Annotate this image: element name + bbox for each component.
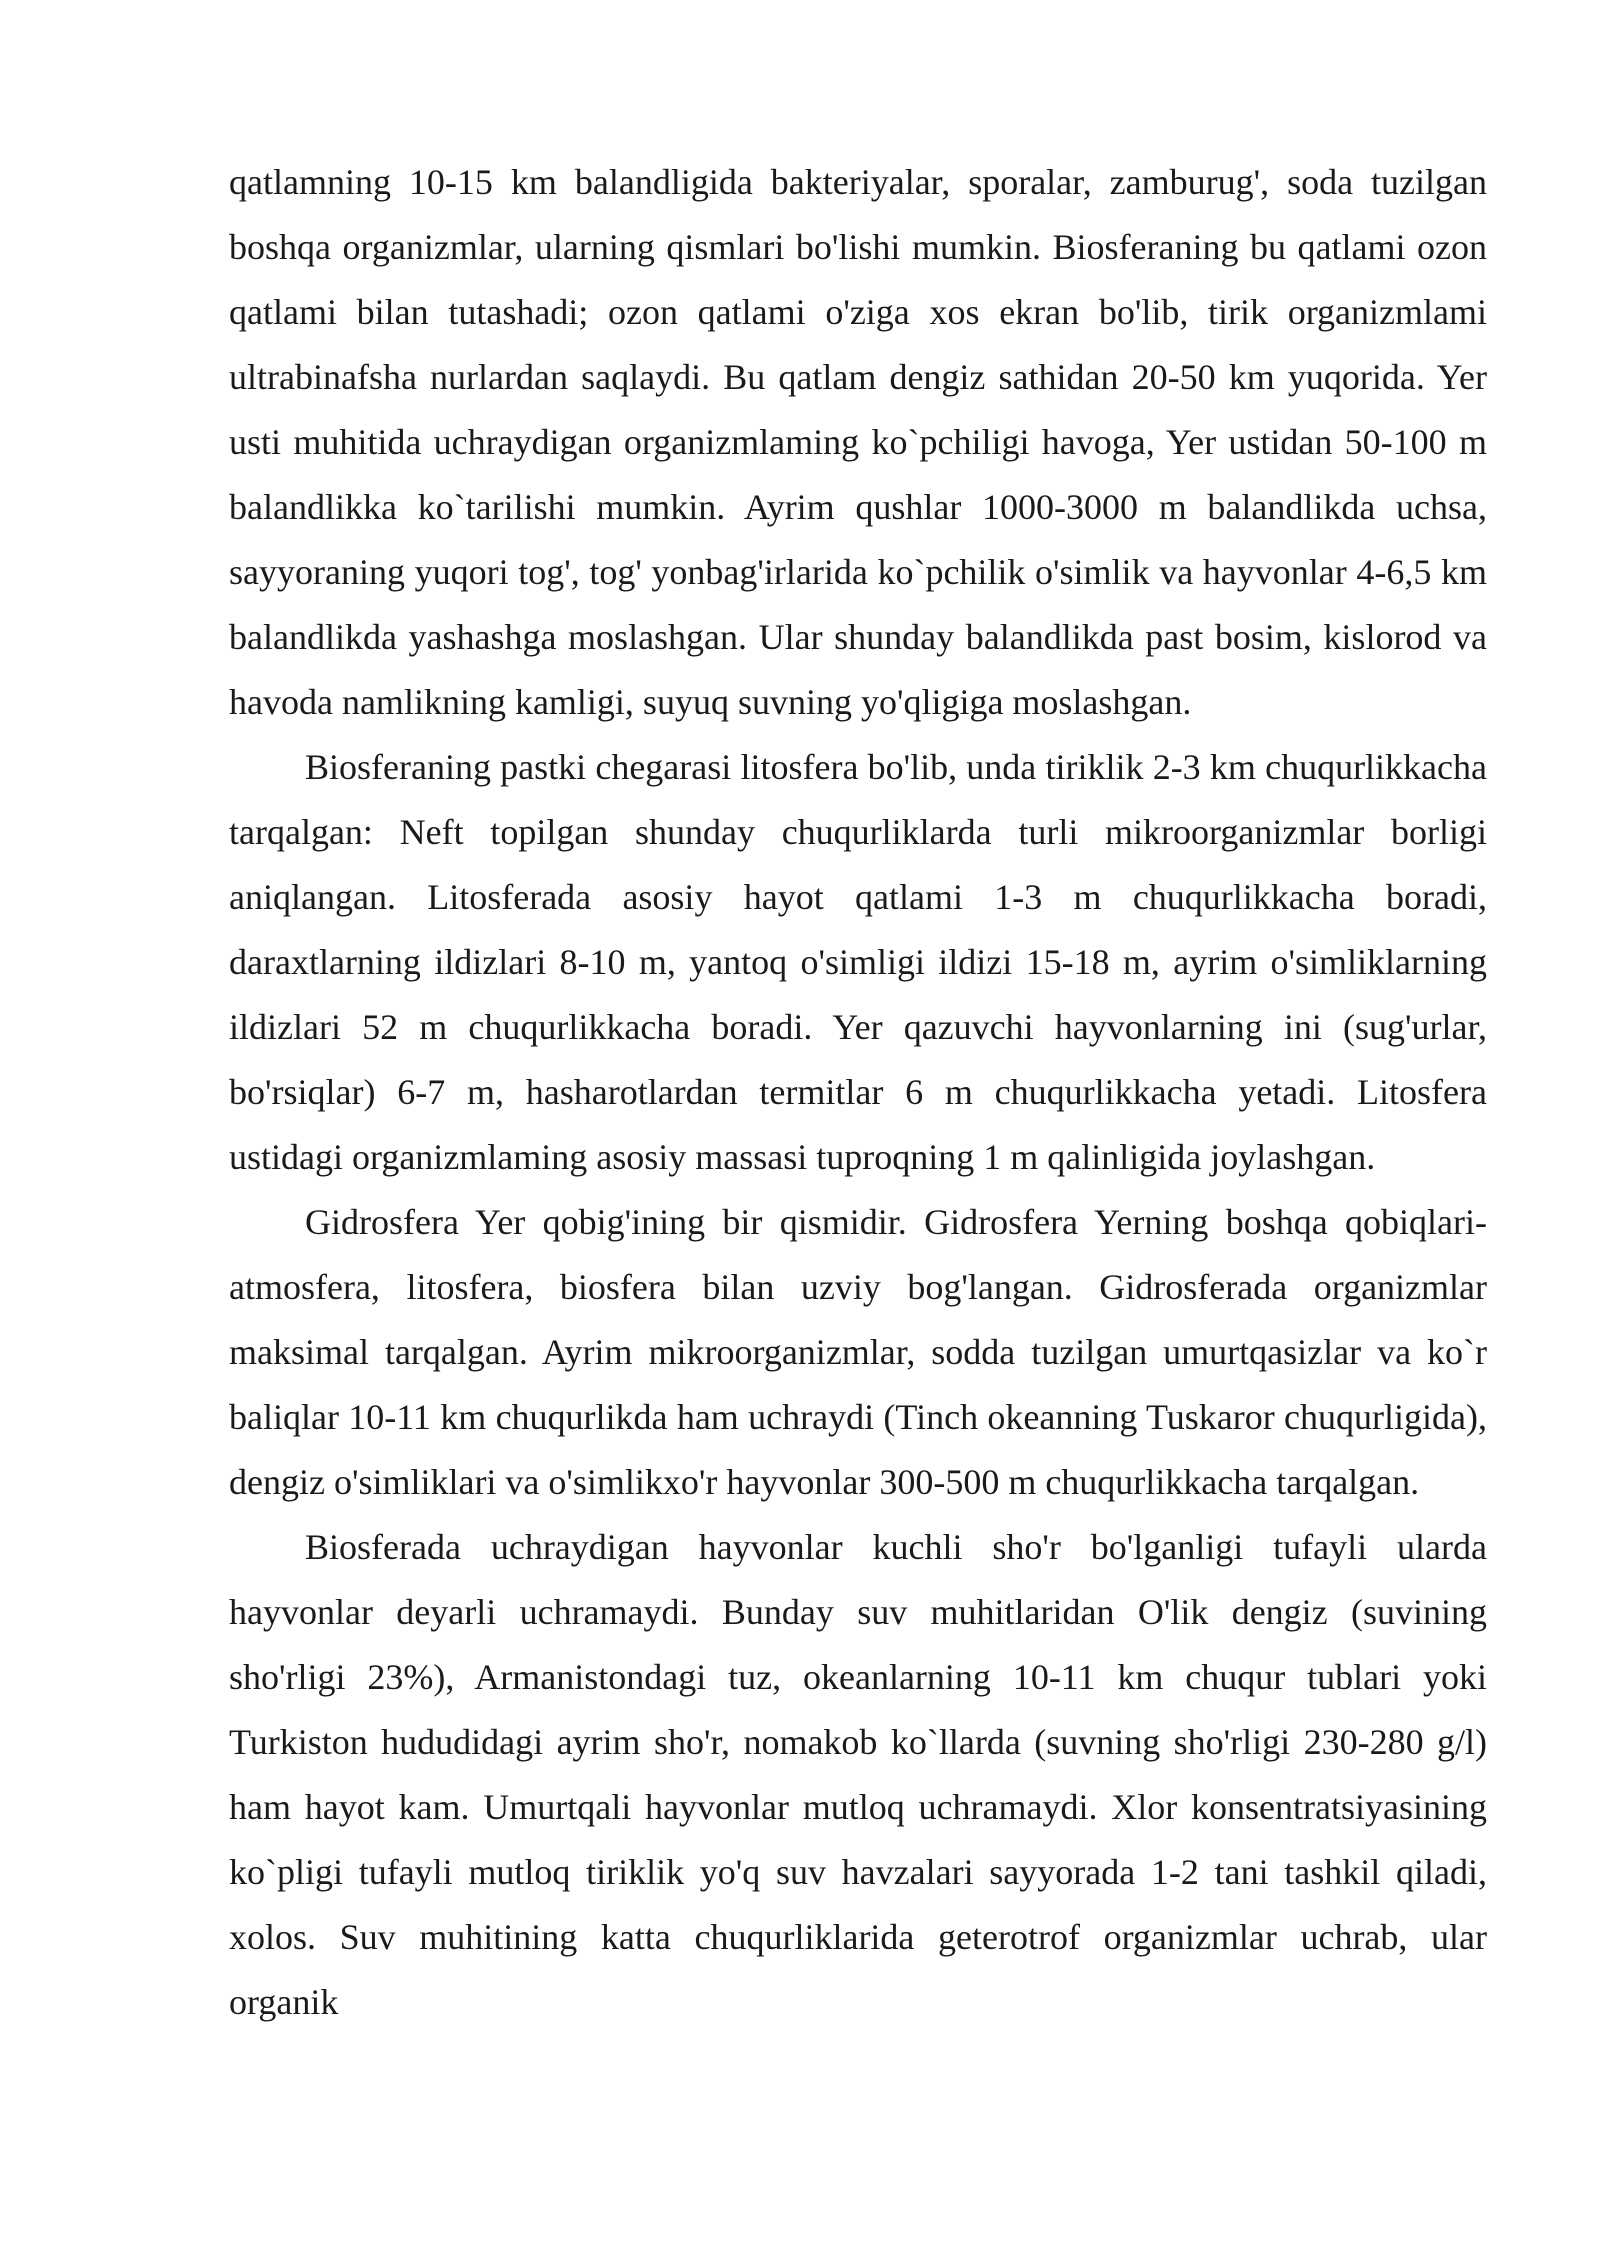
paragraph-litosfera: Biosferaning pastki chegarasi litosfera bo'lib, unda tiriklik 2-3 km chuqurlikkacha tarqalgan: Neft topilgan shunday chuqurliklarda turli mikroorganizmlar borligi aniqlangan. Litosferada asosiy hayot qatlami 1-3 m chuqurlikkacha boradi, daraxtlarning ildizlari 8-10 m, yantoq o'simligi ildizi 15-18 m, ayrim o'simliklarning ildizlari 52 m chuqurlikkacha boradi. Yer qazuvchi hayvonlarning ini (sug'urlar, bo'rsiqlar) 6-7 m, hasharotlardan termitlar 6 m chuqurlikkacha yetadi. Litosfera ustidagi organizmlaming asosiy massasi tuproqning 1 m qalinligida joylashgan. <box>229 747 1487 1177</box>
document-page <box>229 150 1487 2035</box>
paragraph-continued: qatlamning 10-15 km balandligida bakteriyalar, sporalar, zamburug', soda tuzilgan boshqa organizmlar, ularning qismlari bo'lishi mumkin. Biosferaning bu qatlami ozon qatlami bilan tutashadi; ozon qatlami o'ziga xos ekran bo'lib, tirik organizmlami ultrabinafsha nurlardan saqlaydi. Bu qatlam dengiz sathidan 20-50 km yuqorida. Yer usti muhitida uchraydigan organizmlaming ko`pchiligi havoga, Yer ustidan 50-100 m balandlikka ko`tarilishi mumkin. Ayrim qushlar 1000-3000 m balandlikda uchsa, sayyoraning yuqori tog', tog' yonbag'irlarida ko`pchilik o'simlik va hayvonlar 4-6,5 km balandlikda yashashga moslashgan. Ular shunday balandlikda past bosim, kislorod va havoda namlikning kamligi, suyuq suvning yo'qligiga moslashgan. <box>229 162 1487 722</box>
paragraph-biosfera-shorlik: Biosferada uchraydigan hayvonlar kuchli sho'r bo'lganligi tufayli ularda hayvonlar deyarli uchramaydi. Bunday suv muhitlaridan O'lik dengiz (suvining sho'rligi 23%), Armanistondagi tuz, okeanlarning 10-11 km chuqur tublari yoki Turkiston hududidagi ayrim sho'r, nomakob ko`llarda (suvning sho'rligi 230-280 g/l) ham hayot kam. Umurtqali hayvonlar mutloq uchramaydi. Xlor konsentratsiyasining ko`pligi tufayli mutloq tiriklik yo'q suv havzalari sayyorada 1-2 tani tashkil qiladi, xolos. Suv muhitining katta chuqurliklarida geterotrof organizmlar uchrab, ular organik <box>229 1527 1487 2022</box>
paragraph-gidrosfera: Gidrosfera Yer qobig'ining bir qismidir. Gidrosfera Yerning boshqa qobiqlari-atmosfera, litosfera, biosfera bilan uzviy bog'langan. Gidrosferada organizmlar maksimal tarqalgan. Ayrim mikroorganizmlar, sodda tuzilgan umurtqasizlar va ko`r baliqlar 10-11 km chuqurlikda ham uchraydi (Tinch okeanning Tuskaror chuqurligida), dengiz o'simliklari va o'simlikxo'r hayvonlar 300-500 m chuqurlikkacha tarqalgan. <box>229 1202 1487 1502</box>
